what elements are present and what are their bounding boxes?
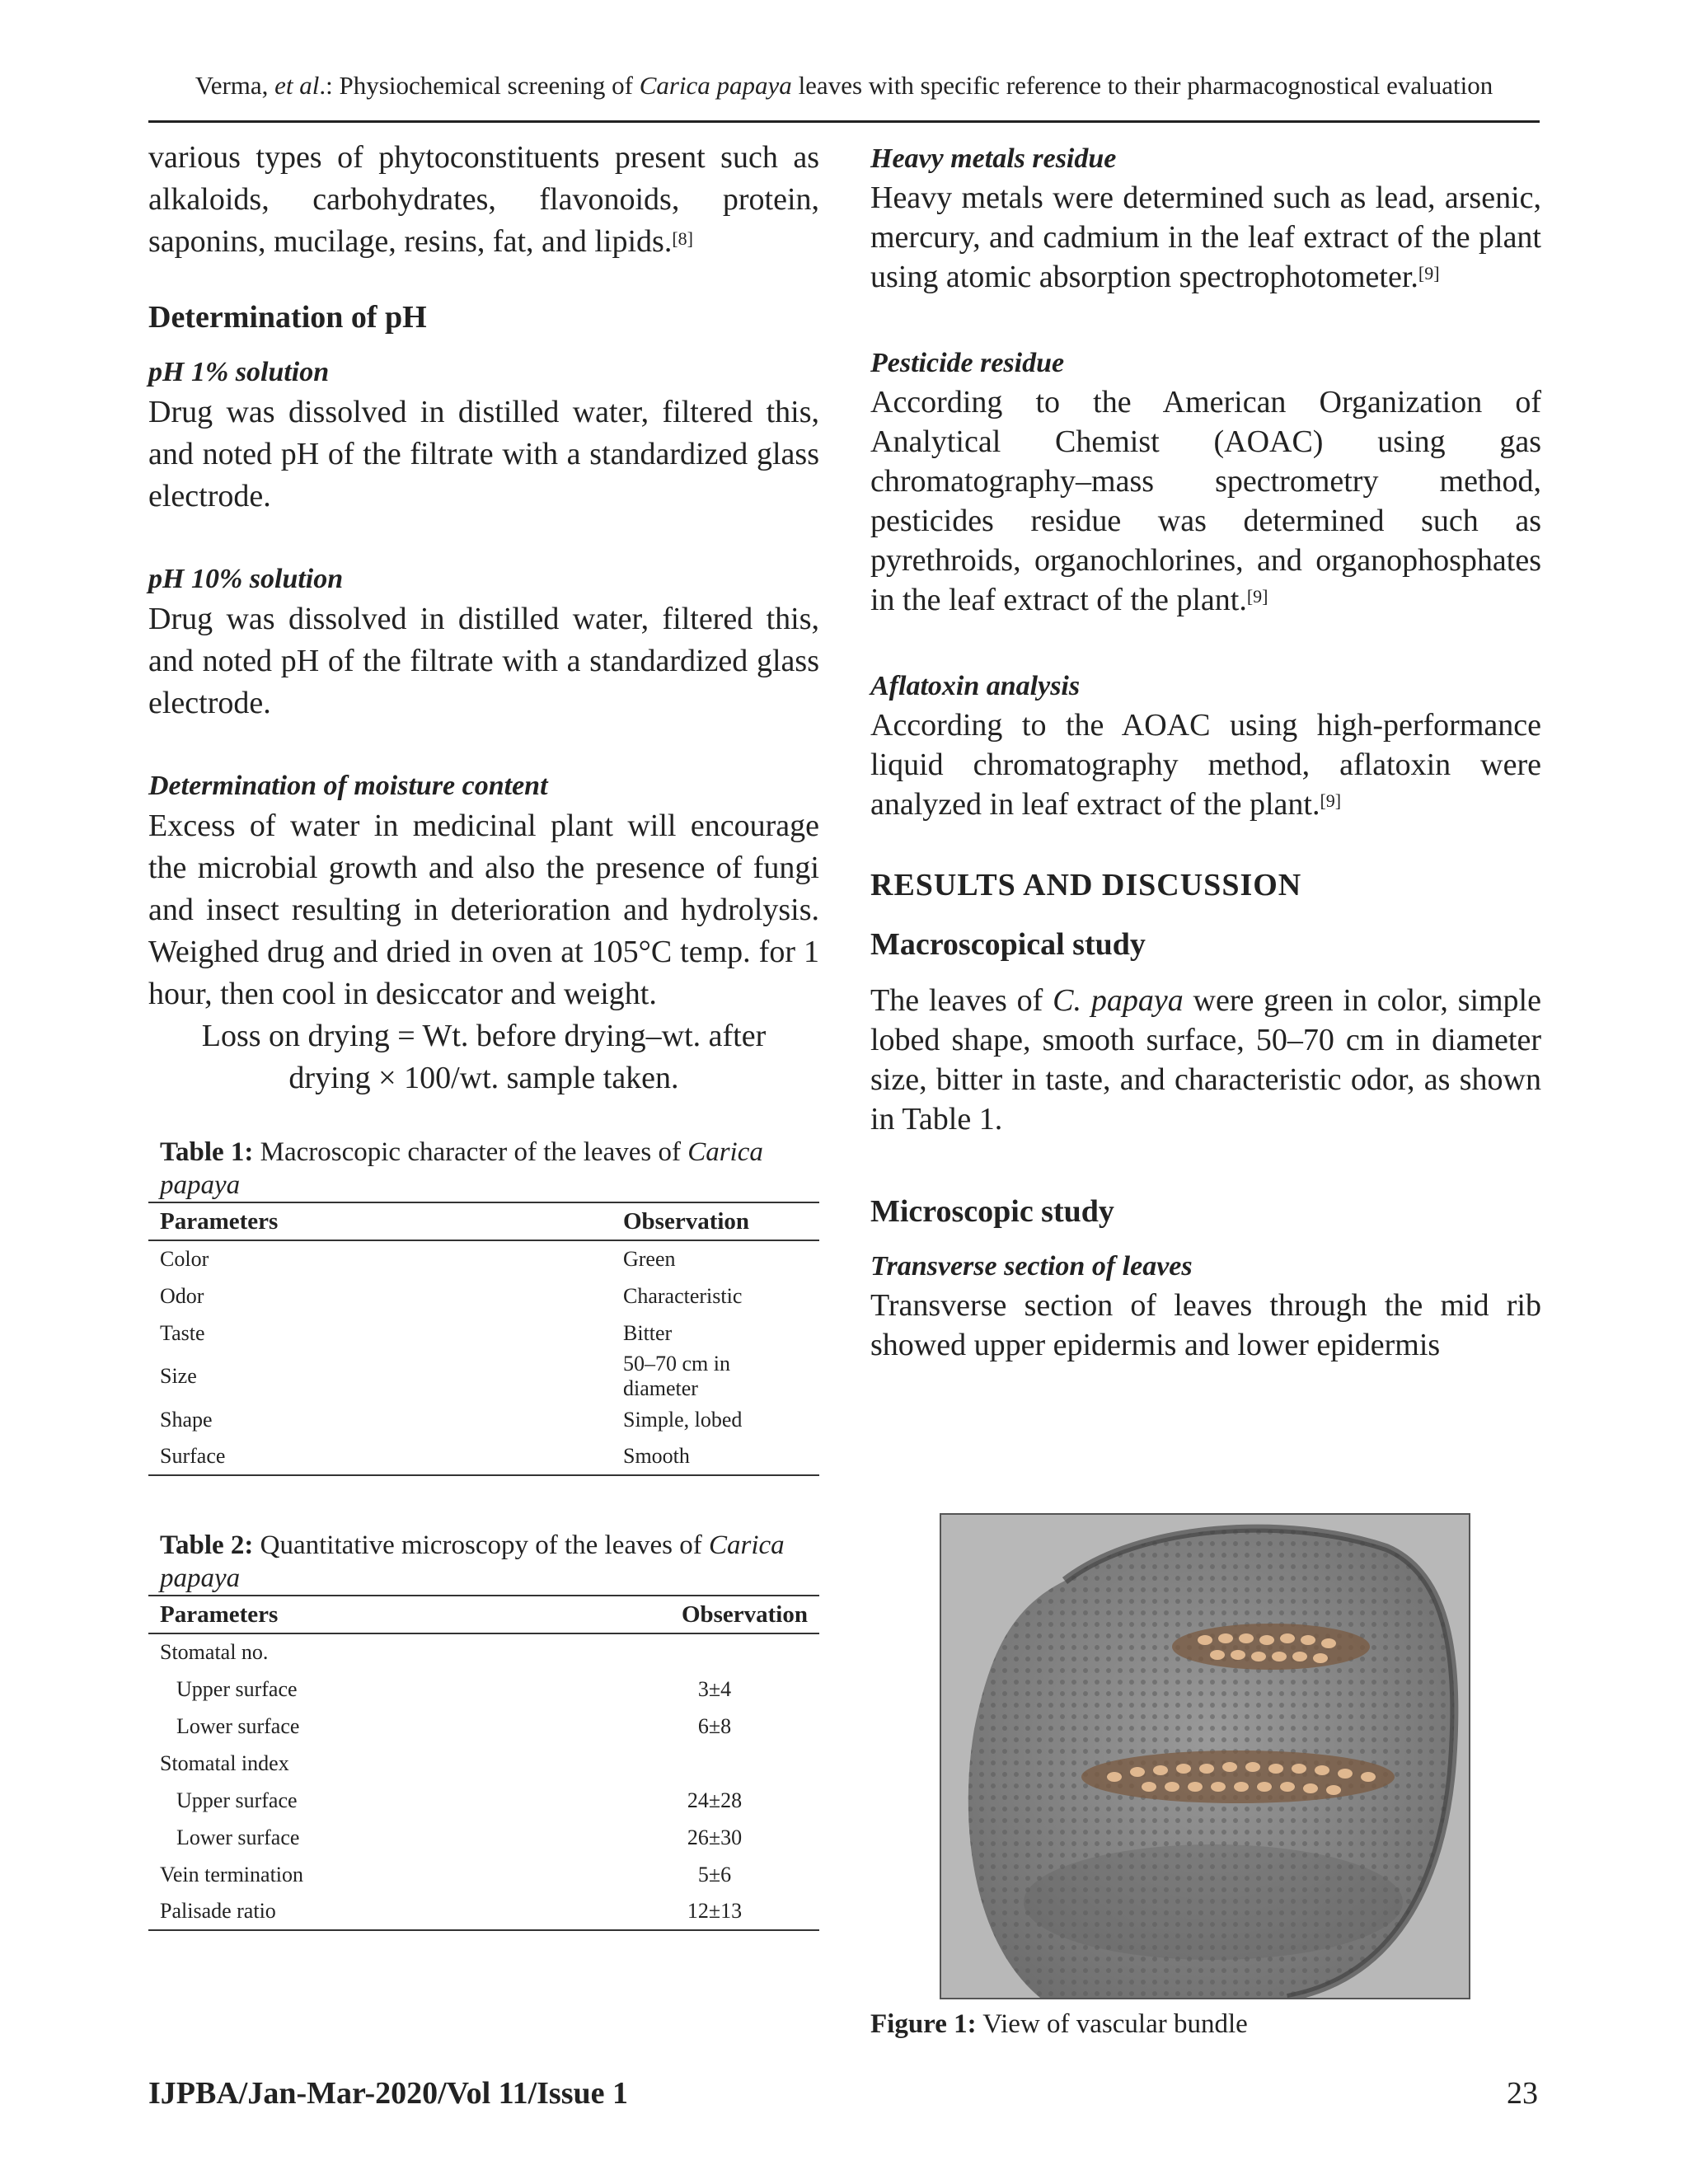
moisture-paragraph: Excess of water in medicinal plant will encourage the microbial growth and also the presence of fungi and insect resulting in deterioration and hydrolysis. Weighed drug and dried in oven at 105°C temp. for 1 hour, then cool in desiccator and weight. [148,808,819,1011]
ph1-subheading: pH 1% solution [148,357,330,387]
table-row: Stomatal index [160,1750,289,1775]
table-col-observation: Observation [610,1596,819,1633]
running-header: Verma, et al.: Physiochemical screening of Carica papaya leaves with specific reference to their pharmacognostical evaluation [195,71,1493,100]
micrograph-image [941,1515,1469,1998]
results-section-title: RESULTS AND DISCUSSION [870,868,1302,902]
ph10-subheading: pH 10% solution [148,564,344,594]
pesticide-subheading: Pesticide residue [870,348,1065,378]
formula-line-1: Loss on drying = Wt. before drying–wt. after [201,1019,767,1053]
vascular-bundle-micrograph [940,1513,1470,1999]
ph-section-title: Determination of pH [148,300,427,335]
transverse-section-paragraph: Transverse section of leaves through the mid rib showed upper epidermis and lower epidermis [870,1288,1541,1362]
table-1 [148,1136,819,1476]
header-rule [148,120,1540,123]
table-col-parameters: Parameters [148,1596,610,1633]
table-row: Size 50–70 cm in diameter [160,1352,730,1400]
table-row: Upper surface 24±28 [176,1788,743,1812]
table-col-observation: Observation [612,1202,819,1240]
figure-1-caption: Figure 1: View of vascular bundle [870,2009,1248,2039]
table-row: Stomatal no. [160,1640,269,1664]
table-row: Shape Simple, lobed [160,1407,743,1432]
ph1-paragraph: Drug was dissolved in distilled water, filtered this, and noted pH of the filtrate with a standardized glass electrode. [148,395,819,513]
table-1-grid [148,1202,819,1476]
table-col-parameters: Parameters [148,1202,612,1240]
moisture-subheading: Determination of moisture content [148,771,548,801]
macroscopical-paragraph: The leaves of C. papaya were green in color, simple lobed shape, smooth surface, 50–70 cm in diameter size, bitter in taste, and characteristic odor, as shown in Table 1. [870,983,1541,1137]
heavy-metals-subheading: Heavy metals residue [870,143,1117,174]
macroscopical-study-title: Macroscopical study [870,927,1146,962]
table-row: Upper surface 3±4 [176,1676,732,1701]
table-row: Palisade ratio 12±13 [148,1893,819,1930]
table-row: Taste Bitter [160,1320,673,1345]
intro-paragraph: various types of phytoconstituents present such as alkaloids, carbohydrates, flavonoids, protein, saponins, mucilage, resins, fat, and lipids.[8] [148,140,819,259]
table-header-row [148,1202,819,1240]
page-number: 23 [1507,2076,1538,2111]
heavy-metals-paragraph: Heavy metals were determined such as lead, arsenic, mercury, and cadmium in the leaf extract of the plant using atomic absorption spectrophotometer.[9] [870,180,1541,294]
pesticide-paragraph: According to the American Organization of Analytical Chemist (AOAC) using gas chromatography–mass spectrometry method, pesticides residue was determined such as pyrethroids, organochlorines, and organophosphates in the leaf extract of the plant.[9] [870,385,1541,617]
table-row: Surface Smooth [148,1438,819,1475]
table-row: Lower surface 6±8 [176,1713,732,1738]
table-row: Lower surface 26±30 [176,1825,743,1849]
aflatoxin-paragraph: According to the AOAC using high-performance liquid chromatography method, aflatoxin were analyzed in leaf extract of the plant.[9] [870,708,1541,822]
journal-footer: IJPBA/Jan-Mar-2020/Vol 11/Issue 1 [148,2076,629,2111]
table-2-caption: Table 2: Quantitative microscopy of the leaves of Carica papaya [160,1530,785,1593]
table-header-row [148,1596,819,1633]
table-1-caption: Table 1: Macroscopic character of the leaves of Carica papaya [160,1137,763,1200]
aflatoxin-subheading: Aflatoxin analysis [870,671,1081,701]
table-row: Color Green [160,1247,676,1271]
table-row: Vein termination 5±6 [160,1862,732,1886]
transverse-section-subheading: Transverse section of leaves [870,1251,1193,1282]
left-column [148,137,819,1931]
table-2 [148,1529,819,1931]
ph10-paragraph: Drug was dissolved in distilled water, filtered this, and noted pH of the filtrate with a standardized glass electrode. [148,602,819,720]
table-2-grid [148,1595,819,1931]
microscopic-study-title: Microscopic study [870,1194,1114,1229]
formula-line-2: drying × 100/wt. sample taken. [288,1061,679,1095]
table-row: Odor Characteristic [160,1283,743,1308]
right-column [870,137,1541,1365]
